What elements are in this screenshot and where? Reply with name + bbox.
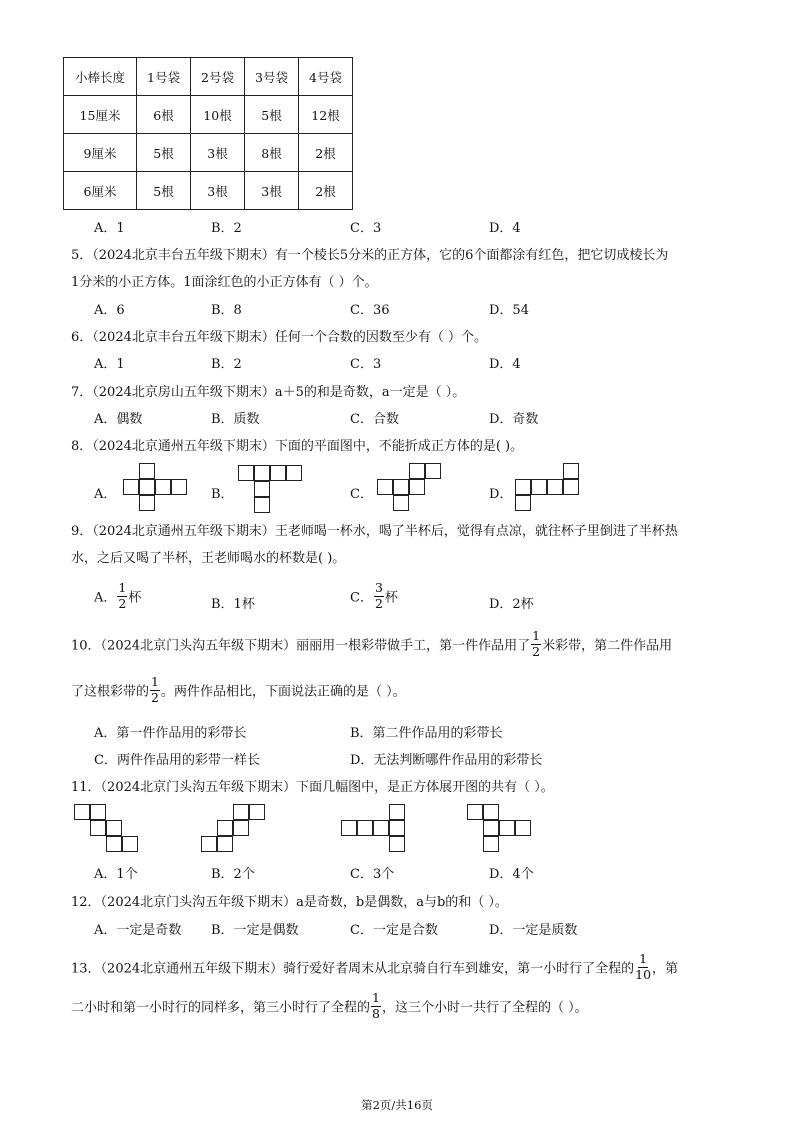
table-cell: 3根	[245, 172, 299, 210]
numerator: 1	[118, 580, 127, 595]
table-cell: 12根	[299, 96, 353, 134]
q12-option-a[interactable]: A．一定是奇数	[94, 923, 182, 938]
denominator: 10	[635, 966, 652, 982]
table-header-cell: 3号袋	[245, 58, 299, 96]
table-cell: 8根	[245, 134, 299, 172]
q5-stem-line2: 1分米的小正方体。1面涂红色的小正方体有（ ）个。	[71, 275, 378, 290]
denominator: 2	[374, 595, 383, 611]
q10-option-a[interactable]: A．第一件作品用的彩带长	[94, 726, 247, 741]
numerator: 1	[151, 674, 159, 689]
q11-stem: 11．（2024北京门头沟五年级下期末）下面几幅图中，是正方体展开图的共有（ ）。	[71, 780, 554, 795]
q6-option-a[interactable]: A．1	[94, 357, 125, 372]
table-row	[64, 134, 353, 172]
option-label: C．	[350, 590, 373, 606]
text: ，这三个小时一共行了全程的（ ）。	[381, 1000, 588, 1016]
q9-option-a[interactable]	[94, 582, 141, 610]
q13-stem-line1	[71, 953, 678, 981]
q11-option-d[interactable]: D．4个	[489, 867, 534, 882]
q8-option-b[interactable]: B．	[211, 487, 234, 502]
q9-option-d[interactable]: D．2杯	[489, 597, 534, 612]
q13-stem-line2	[71, 992, 588, 1020]
fraction	[150, 676, 160, 704]
text: 。两件作品相比，下面说法正确的是（ ）。	[160, 684, 406, 700]
q6-option-c[interactable]: C．3	[350, 357, 382, 372]
denominator: 2	[118, 595, 127, 611]
denominator: 8	[372, 1005, 380, 1021]
q7-option-b[interactable]: B．质数	[211, 412, 260, 427]
denominator: 2	[151, 689, 159, 705]
text: 二小时和第一小时行的同样多，第三小时行了全程的	[71, 1000, 371, 1016]
q12-option-b[interactable]: B．一定是偶数	[211, 923, 299, 938]
q7-option-c[interactable]: C．合数	[350, 412, 399, 427]
numerator: 1	[639, 951, 648, 966]
unit: 杯	[128, 590, 142, 606]
q8-stem: 8．（2024北京通州五年级下期末）下面的平面图中，不能折成正方体的是( )。	[71, 439, 524, 454]
q5-option-b[interactable]: B．8	[211, 303, 242, 318]
numerator: 1	[532, 628, 541, 643]
table-cell: 6根	[137, 96, 191, 134]
text: ，第	[652, 961, 679, 977]
q6-stem: 6．（2024北京丰台五年级下期末）任何一个合数的因数至少有（ ）个。	[71, 330, 487, 345]
text: 了这根彩带的	[71, 684, 150, 700]
table-cell: 15厘米	[64, 96, 137, 134]
table-cell: 5根	[137, 134, 191, 172]
text: 13．（2024北京通州五年级下期末）骑行爱好者周末从北京骑自行车到雄安，第一小时行了全程的	[71, 961, 635, 977]
q8-option-a[interactable]: A．	[94, 487, 117, 502]
q5-option-c[interactable]: C．36	[350, 303, 390, 318]
q12-option-d[interactable]: D．一定是质数	[489, 923, 578, 938]
q6-option-d[interactable]: D．4	[489, 357, 521, 372]
table-row	[64, 172, 353, 210]
table-cell: 10根	[191, 96, 245, 134]
q4-option-a[interactable]: A．1	[94, 221, 125, 236]
table-cell: 3根	[191, 134, 245, 172]
page-footer: 第2页/共16页	[361, 1098, 433, 1112]
q5-option-a[interactable]: A．6	[94, 303, 125, 318]
denominator: 2	[532, 643, 541, 659]
table-header-cell: 小棒长度	[64, 58, 137, 96]
table-header-cell: 4号袋	[299, 58, 353, 96]
q10-option-c[interactable]: C．两件作品用的彩带一样长	[94, 753, 260, 768]
q10-option-b[interactable]: B．第二件作品用的彩带长	[350, 726, 503, 741]
q10-stem-line2	[71, 676, 406, 704]
q7-option-d[interactable]: D．奇数	[489, 412, 539, 427]
text: 米彩带，第二件作品用	[542, 638, 673, 654]
text: 10．（2024北京门头沟五年级下期末）丽丽用一根彩带做手工，第一件作品用了	[71, 638, 531, 654]
table-cell: 2根	[299, 134, 353, 172]
q7-stem: 7．（2024北京房山五年级下期末）a＋5的和是奇数，a一定是（ ）。	[71, 385, 466, 400]
numerator: 1	[372, 990, 380, 1005]
unit: 杯	[384, 590, 398, 606]
q9-stem-line1: 9．（2024北京通州五年级下期末）王老师喝一杯水，喝了半杯后，觉得有点凉，就往杯子里倒进了半杯热	[71, 524, 678, 539]
q7-option-a[interactable]: A．偶数	[94, 412, 143, 427]
stick-table	[63, 57, 353, 210]
table-cell: 6厘米	[64, 172, 137, 210]
q5-option-d[interactable]: D．54	[489, 303, 529, 318]
table-header-row	[64, 58, 353, 96]
fraction	[371, 992, 381, 1020]
q9-option-b[interactable]: B．1杯	[211, 597, 255, 612]
table-cell: 5根	[245, 96, 299, 134]
q5-stem-line1: 5．（2024北京丰台五年级下期末）有一个棱长5分米的正方体，它的6个面都涂有红色，把它切成棱长为	[71, 248, 669, 263]
q11-option-c[interactable]: C．3个	[350, 867, 395, 882]
q4-option-b[interactable]: B．2	[211, 221, 242, 236]
q9-stem-line2: 水，之后又喝了半杯，王老师喝水的杯数是( )。	[71, 551, 346, 566]
numerator: 3	[374, 580, 383, 595]
q11-option-a[interactable]: A．1个	[94, 867, 138, 882]
table-cell: 5根	[137, 172, 191, 210]
fraction	[531, 630, 541, 658]
option-label: A．	[94, 590, 117, 606]
q12-option-c[interactable]: C．一定是合数	[350, 923, 438, 938]
table-cell: 2根	[299, 172, 353, 210]
q4-option-c[interactable]: C．3	[350, 221, 382, 236]
fraction	[635, 953, 651, 981]
table-cell: 3根	[191, 172, 245, 210]
q4-option-d[interactable]: D．4	[489, 221, 521, 236]
q8-option-d[interactable]: D．	[489, 487, 513, 502]
q9-option-c[interactable]	[350, 582, 398, 610]
table-header-cell: 2号袋	[191, 58, 245, 96]
fraction	[117, 582, 127, 610]
fraction	[374, 582, 384, 610]
table-cell: 9厘米	[64, 134, 137, 172]
q12-stem: 12．（2024北京门头沟五年级下期末）a是奇数，b是偶数，a与b的和（ ）。	[71, 895, 508, 910]
table-row	[64, 96, 353, 134]
q8-option-c[interactable]: C．	[350, 487, 373, 502]
table-header-cell: 1号袋	[137, 58, 191, 96]
q10-option-d[interactable]: D．无法判断哪件作品用的彩带长	[350, 753, 543, 768]
q11-option-b[interactable]: B．2个	[211, 867, 255, 882]
q6-option-b[interactable]: B．2	[211, 357, 242, 372]
q10-stem-line1	[71, 630, 672, 658]
